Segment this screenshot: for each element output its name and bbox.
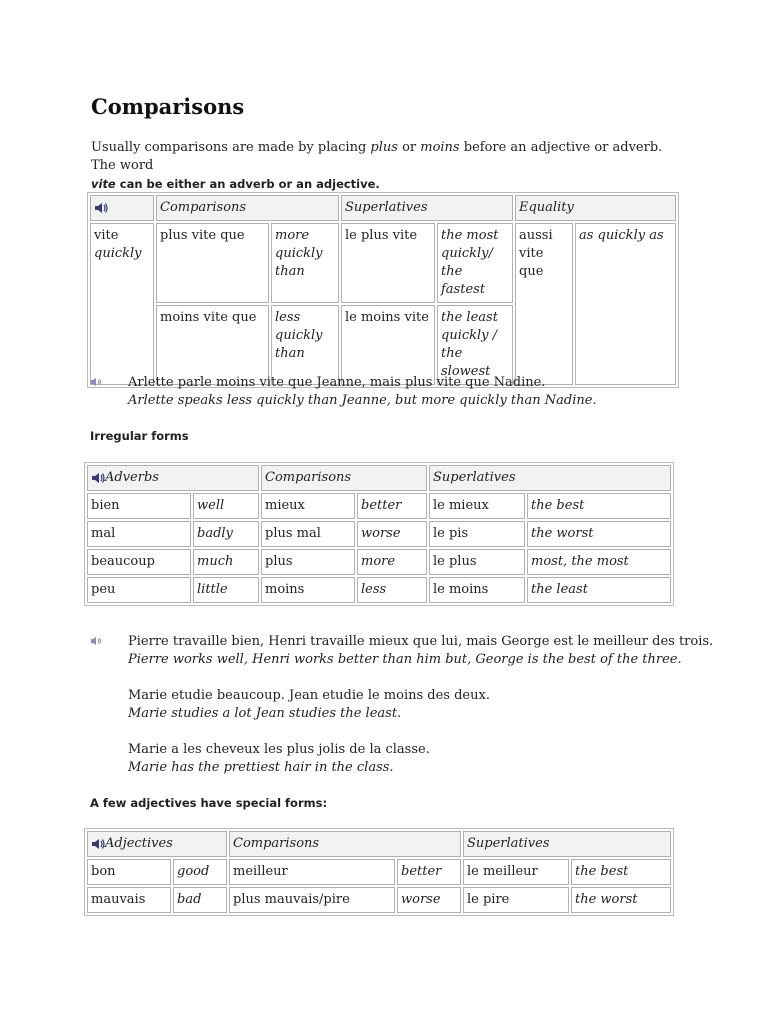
- table-cell: plus mal: [261, 521, 355, 547]
- table1-header-comparisons: Comparisons: [156, 195, 339, 221]
- table1-base-cell: [90, 223, 154, 385]
- table-cell: mal: [87, 521, 191, 547]
- example-en: Marie has the prettiest hair in the class.: [128, 760, 394, 775]
- intro-text-2: before an adjective or adverb. The word: [91, 140, 663, 173]
- table-cell: the worst: [527, 521, 671, 547]
- table-cell: le mieux: [429, 493, 525, 519]
- example-fr: Pierre travaille bien, Henri travaille mieux que lui, mais George est le meilleur des trois.: [128, 634, 714, 649]
- intro-paragraph: [91, 139, 691, 194]
- table-cell: le pire: [463, 887, 569, 913]
- table-cell: plus mauvais/pire: [229, 887, 395, 913]
- table2-header-comparisons: Comparisons: [261, 465, 427, 491]
- table-cell: plus: [261, 549, 355, 575]
- table-cell: well: [193, 493, 259, 519]
- table3-header-superlatives: Superlatives: [463, 831, 671, 857]
- table-cell: better: [357, 493, 427, 519]
- table-cell: peu: [87, 577, 191, 603]
- intro-or: or: [397, 140, 421, 155]
- table1-header-superlatives: Superlatives: [341, 195, 513, 221]
- example-arlette: [128, 374, 597, 410]
- intro-text-1: Usually comparisons are made by placing: [91, 140, 371, 155]
- intro-plus: plus: [370, 140, 398, 155]
- table1-eq-fr: aussi vite que: [515, 223, 573, 385]
- intro-text-3: can be either an adverb or an adjective.: [115, 177, 380, 191]
- speaker-icon[interactable]: [90, 376, 104, 388]
- table3-header-comparisons: Comparisons: [229, 831, 461, 857]
- table-cell: le plus: [429, 549, 525, 575]
- table-cell: le meilleur: [463, 859, 569, 885]
- page-title: Comparisons: [91, 94, 245, 119]
- table1-comp-fr-2: moins vite que: [156, 305, 269, 385]
- table-cell: badly: [193, 521, 259, 547]
- table2-header-superlatives: Superlatives: [429, 465, 671, 491]
- table-cell: good: [173, 859, 227, 885]
- base-en: quickly: [94, 246, 142, 261]
- table2-header-adverbs-label: Adverbs: [105, 470, 159, 485]
- intro-moins: moins: [420, 140, 460, 155]
- example-fr: Arlette parle moins vite que Jeanne, mais plus vite que Nadine.: [128, 375, 546, 390]
- table1-comp-en-2: less quickly than: [271, 305, 339, 385]
- irregular-adverbs-table: [84, 462, 674, 606]
- table3-header-adjectives-label: Adjectives: [105, 836, 173, 851]
- table1-sup-en-1: the most quickly/ the fastest: [437, 223, 513, 303]
- example-en: Arlette speaks less quickly than Jeanne, but more quickly than Nadine.: [128, 393, 597, 408]
- irregular-forms-heading: Irregular forms: [90, 429, 189, 443]
- table-cell: le pis: [429, 521, 525, 547]
- table3-header-adjectives: [87, 831, 227, 857]
- table-cell: bad: [173, 887, 227, 913]
- table-cell: the best: [527, 493, 671, 519]
- speaker-icon[interactable]: [91, 838, 105, 850]
- table-cell: bien: [87, 493, 191, 519]
- table1-header-equality: Equality: [515, 195, 676, 221]
- example-pierre: [128, 633, 713, 669]
- speaker-icon[interactable]: [90, 635, 104, 647]
- speaker-icon[interactable]: [91, 472, 105, 484]
- base-fr: vite: [94, 228, 119, 243]
- example-marie-etudie: [128, 687, 490, 723]
- table1-comp-en-1: more quickly than: [271, 223, 339, 303]
- intro-vite: vite: [91, 177, 116, 191]
- table-cell: mieux: [261, 493, 355, 519]
- table1-comp-fr-1: plus vite que: [156, 223, 269, 303]
- table-cell: mauvais: [87, 887, 171, 913]
- table-cell: better: [397, 859, 461, 885]
- table-cell: beaucoup: [87, 549, 191, 575]
- table-cell: bon: [87, 859, 171, 885]
- table2-header-adverbs: [87, 465, 259, 491]
- table-cell: more: [357, 549, 427, 575]
- comparison-table: [87, 192, 679, 388]
- example-en: Pierre works well, Henri works better than him but, George is the best of the three.: [128, 652, 682, 667]
- table-cell: much: [193, 549, 259, 575]
- table1-sup-en-2: the least quickly / the slowest: [437, 305, 513, 385]
- example-marie-cheveux: [128, 741, 430, 777]
- table-cell: le moins: [429, 577, 525, 603]
- special-adjectives-table: [84, 828, 674, 916]
- speaker-icon[interactable]: [94, 202, 108, 214]
- table-cell: moins: [261, 577, 355, 603]
- example-fr: Marie etudie beaucoup. Jean etudie le moins des deux.: [128, 688, 490, 703]
- table-cell: most, the most: [527, 549, 671, 575]
- table-cell: the worst: [571, 887, 671, 913]
- adjectives-heading: A few adjectives have special forms:: [90, 796, 328, 810]
- table1-sup-fr-1: le plus vite: [341, 223, 435, 303]
- table1-audio-cell[interactable]: [90, 195, 154, 221]
- example-fr: Marie a les cheveux les plus jolis de la classe.: [128, 742, 430, 757]
- table-cell: the least: [527, 577, 671, 603]
- intro-bold-line: [91, 177, 380, 191]
- table-cell: meilleur: [229, 859, 395, 885]
- table-cell: less: [357, 577, 427, 603]
- table-cell: worse: [397, 887, 461, 913]
- table-cell: worse: [357, 521, 427, 547]
- example-en: Marie studies a lot Jean studies the least.: [128, 706, 402, 721]
- table-cell: the best: [571, 859, 671, 885]
- table-cell: little: [193, 577, 259, 603]
- table1-eq-en: as quickly as: [575, 223, 676, 385]
- table1-sup-fr-2: le moins vite: [341, 305, 435, 385]
